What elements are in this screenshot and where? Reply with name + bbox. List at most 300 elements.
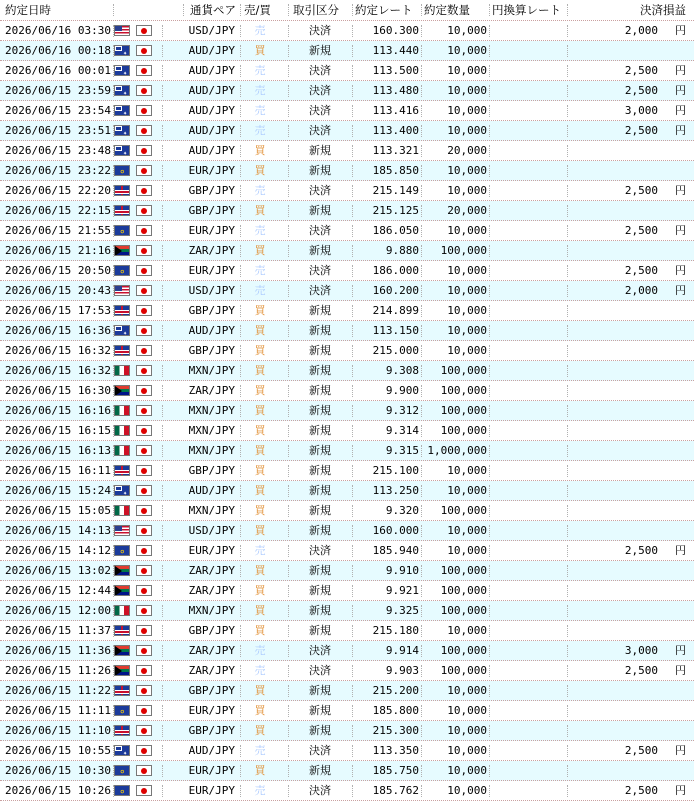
trade-side: 買 — [254, 764, 266, 777]
zar-flag-icon — [114, 565, 130, 576]
trade-datetime: 2026/06/15 22:20 — [5, 184, 111, 197]
column-divider — [162, 465, 163, 477]
table-row[interactable] — [0, 481, 694, 501]
settlement-pl: 2,500 — [624, 784, 658, 797]
trade-side: 買 — [254, 304, 266, 317]
yen-conversion-rate — [492, 641, 566, 661]
trade-datetime: 2026/06/15 11:36 — [5, 644, 111, 657]
currency-flags — [113, 621, 153, 641]
column-divider — [489, 645, 490, 657]
yen-unit — [675, 501, 691, 521]
currency-pair: ZAR/JPY — [188, 244, 235, 257]
table-row[interactable] — [0, 561, 694, 581]
column-divider — [489, 65, 490, 77]
currency-pair: MXN/JPY — [188, 444, 235, 457]
column-divider — [288, 685, 289, 697]
column-divider — [162, 525, 163, 537]
settlement-pl: 2,500 — [624, 84, 658, 97]
column-divider — [489, 25, 490, 37]
mxn-flag-icon — [114, 605, 130, 616]
execution-quantity: 10,000 — [447, 84, 487, 97]
yen-unit — [675, 201, 691, 221]
jpy-flag-icon — [136, 485, 152, 496]
column-divider — [162, 225, 163, 237]
currency-pair: AUD/JPY — [188, 484, 235, 497]
eur-flag-icon — [114, 785, 130, 796]
jpy-flag-icon — [136, 565, 152, 576]
table-row[interactable] — [0, 241, 694, 261]
jpy-flag-icon — [136, 385, 152, 396]
currency-flags — [113, 201, 153, 221]
currency-pair: GBP/JPY — [188, 464, 235, 477]
currency-pair: GBP/JPY — [188, 304, 235, 317]
table-row[interactable] — [0, 681, 694, 701]
jpy-flag-icon — [136, 185, 152, 196]
execution-quantity: 1,000,000 — [427, 444, 487, 457]
eur-flag-icon — [114, 265, 130, 276]
trade-side: 買 — [254, 384, 266, 397]
column-divider — [489, 165, 490, 177]
currency-flags — [113, 101, 153, 121]
trade-kind: 新規 — [309, 604, 331, 617]
table-row[interactable] — [0, 621, 694, 641]
column-divider — [288, 705, 289, 717]
column-divider — [162, 705, 163, 717]
table-row[interactable] — [0, 201, 694, 221]
jpy-flag-icon — [136, 105, 152, 116]
currency-pair: EUR/JPY — [188, 764, 235, 777]
gbp-flag-icon — [114, 625, 130, 636]
mxn-flag-icon — [114, 445, 130, 456]
execution-rate: 9.312 — [385, 404, 419, 417]
column-divider — [288, 65, 289, 77]
yen-unit — [675, 761, 691, 781]
settlement-pl — [568, 461, 658, 481]
jpy-flag-icon — [136, 725, 152, 736]
settlement-pl: 3,000 — [624, 104, 658, 117]
column-divider — [489, 505, 490, 517]
currency-flags — [113, 541, 153, 561]
execution-quantity: 10,000 — [447, 484, 487, 497]
column-divider — [162, 385, 163, 397]
header-datetime[interactable]: 約定日時 — [5, 3, 51, 17]
currency-pair: MXN/JPY — [188, 424, 235, 437]
trade-kind: 新規 — [309, 584, 331, 597]
execution-rate: 9.921 — [385, 584, 419, 597]
execution-quantity: 100,000 — [440, 424, 487, 437]
currency-pair: USD/JPY — [188, 524, 235, 537]
yen-conversion-rate — [492, 201, 566, 221]
trade-kind: 決済 — [309, 264, 331, 277]
execution-rate: 214.899 — [372, 304, 419, 317]
table-row[interactable] — [0, 401, 694, 421]
column-divider — [183, 4, 184, 16]
currency-flags — [113, 461, 153, 481]
table-row[interactable] — [0, 281, 694, 301]
table-row[interactable] — [0, 21, 694, 41]
currency-flags — [113, 641, 153, 661]
column-divider — [489, 405, 490, 417]
table-row[interactable] — [0, 121, 694, 141]
yen-conversion-rate — [492, 141, 566, 161]
trade-side: 買 — [254, 704, 266, 717]
column-divider — [288, 565, 289, 577]
column-divider — [489, 485, 490, 497]
mxn-flag-icon — [114, 405, 130, 416]
table-row[interactable] — [0, 601, 694, 621]
yen-unit — [675, 161, 691, 181]
column-divider — [288, 165, 289, 177]
yen-conversion-rate — [492, 81, 566, 101]
mxn-flag-icon — [114, 365, 130, 376]
column-divider — [288, 205, 289, 217]
table-row[interactable] — [0, 361, 694, 381]
gbp-flag-icon — [114, 725, 130, 736]
currency-flags — [113, 401, 153, 421]
execution-quantity: 20,000 — [447, 144, 487, 157]
trade-side: 売 — [254, 64, 266, 77]
execution-rate: 186.000 — [372, 264, 419, 277]
column-divider — [162, 545, 163, 557]
column-divider — [288, 445, 289, 457]
currency-pair: GBP/JPY — [188, 684, 235, 697]
settlement-pl — [568, 361, 658, 381]
yen-conversion-rate — [492, 181, 566, 201]
execution-rate: 215.300 — [372, 724, 419, 737]
jpy-flag-icon — [136, 205, 152, 216]
currency-flags — [113, 381, 153, 401]
yen-conversion-rate — [492, 241, 566, 261]
column-divider — [489, 465, 490, 477]
yen-conversion-rate — [492, 781, 566, 801]
settlement-pl — [568, 721, 658, 741]
settlement-pl: 2,500 — [624, 224, 658, 237]
aud-flag-icon — [114, 65, 130, 76]
trade-datetime: 2026/06/15 16:32 — [5, 344, 111, 357]
column-divider — [489, 705, 490, 717]
currency-flags — [113, 161, 153, 181]
jpy-flag-icon — [136, 245, 152, 256]
table-row[interactable] — [0, 721, 694, 741]
table-row[interactable] — [0, 641, 694, 661]
jpy-flag-icon — [136, 645, 152, 656]
column-divider — [288, 365, 289, 377]
table-row[interactable] — [0, 581, 694, 601]
column-divider — [162, 565, 163, 577]
execution-quantity: 10,000 — [447, 344, 487, 357]
trade-side: 買 — [254, 724, 266, 737]
yen-unit — [675, 581, 691, 601]
trade-side: 買 — [254, 44, 266, 57]
zar-flag-icon — [114, 585, 130, 596]
execution-quantity: 10,000 — [447, 44, 487, 57]
column-divider — [162, 285, 163, 297]
column-divider — [288, 125, 289, 137]
column-divider — [489, 145, 490, 157]
column-divider — [489, 725, 490, 737]
trade-kind: 新規 — [309, 404, 331, 417]
execution-quantity: 10,000 — [447, 184, 487, 197]
trade-datetime: 2026/06/15 10:55 — [5, 744, 111, 757]
execution-rate: 113.250 — [372, 484, 419, 497]
gbp-flag-icon — [114, 345, 130, 356]
table-row[interactable] — [0, 521, 694, 541]
yen-unit — [675, 421, 691, 441]
yen-unit — [675, 701, 691, 721]
trade-kind: 新規 — [309, 204, 331, 217]
jpy-flag-icon — [136, 605, 152, 616]
trade-datetime: 2026/06/15 17:53 — [5, 304, 111, 317]
column-divider — [162, 605, 163, 617]
currency-pair: ZAR/JPY — [188, 644, 235, 657]
yen-conversion-rate — [492, 501, 566, 521]
execution-quantity: 10,000 — [447, 304, 487, 317]
trade-datetime: 2026/06/15 10:26 — [5, 784, 111, 797]
table-row[interactable] — [0, 421, 694, 441]
execution-quantity: 100,000 — [440, 504, 487, 517]
trade-kind: 新規 — [309, 144, 331, 157]
header-rate[interactable]: 約定レート — [355, 3, 413, 17]
aud-flag-icon — [114, 145, 130, 156]
execution-rate: 186.050 — [372, 224, 419, 237]
execution-rate: 185.762 — [372, 784, 419, 797]
execution-rate: 185.850 — [372, 164, 419, 177]
header-conv-rate[interactable]: 円換算レート — [492, 3, 561, 17]
currency-pair: GBP/JPY — [188, 204, 235, 217]
settlement-pl — [568, 381, 658, 401]
yen-unit — [675, 361, 691, 381]
jpy-flag-icon — [136, 765, 152, 776]
column-divider — [489, 265, 490, 277]
trade-datetime: 2026/06/15 20:43 — [5, 284, 111, 297]
yen-unit — [675, 481, 691, 501]
aud-flag-icon — [114, 325, 130, 336]
column-divider — [489, 345, 490, 357]
currency-flags — [113, 81, 153, 101]
column-divider — [489, 625, 490, 637]
execution-rate: 215.149 — [372, 184, 419, 197]
table-row[interactable] — [0, 501, 694, 521]
trade-kind: 新規 — [309, 564, 331, 577]
yen-unit: 円 — [675, 184, 686, 197]
table-row[interactable] — [0, 321, 694, 341]
yen-unit — [675, 341, 691, 361]
currency-pair: AUD/JPY — [188, 744, 235, 757]
settlement-pl: 2,000 — [624, 284, 658, 297]
trade-kind: 新規 — [309, 484, 331, 497]
eur-flag-icon — [114, 545, 130, 556]
column-divider — [489, 185, 490, 197]
usd-flag-icon — [114, 25, 130, 36]
currency-pair: AUD/JPY — [188, 44, 235, 57]
trade-datetime: 2026/06/15 16:36 — [5, 324, 111, 337]
column-divider — [489, 585, 490, 597]
settlement-pl — [568, 441, 658, 461]
execution-rate: 215.125 — [372, 204, 419, 217]
yen-unit — [675, 721, 691, 741]
column-divider — [489, 425, 490, 437]
trade-side: 買 — [254, 624, 266, 637]
table-row[interactable] — [0, 541, 694, 561]
trade-side: 買 — [254, 564, 266, 577]
currency-flags — [113, 601, 153, 621]
usd-flag-icon — [114, 285, 130, 296]
table-row[interactable] — [0, 181, 694, 201]
yen-unit — [675, 561, 691, 581]
aud-flag-icon — [114, 105, 130, 116]
table-row[interactable] — [0, 61, 694, 81]
column-divider — [162, 445, 163, 457]
column-divider — [162, 325, 163, 337]
trade-side: 売 — [254, 544, 266, 557]
trade-datetime: 2026/06/15 16:16 — [5, 404, 111, 417]
column-divider — [288, 145, 289, 157]
gbp-flag-icon — [114, 685, 130, 696]
execution-rate: 160.000 — [372, 524, 419, 537]
trade-side: 買 — [254, 164, 266, 177]
table-row[interactable] — [0, 781, 694, 801]
trade-datetime: 2026/06/15 23:54 — [5, 104, 111, 117]
table-row[interactable] — [0, 461, 694, 481]
currency-pair: GBP/JPY — [188, 184, 235, 197]
trade-side: 買 — [254, 144, 266, 157]
jpy-flag-icon — [136, 225, 152, 236]
trade-datetime: 2026/06/15 14:13 — [5, 524, 111, 537]
table-row[interactable] — [0, 661, 694, 681]
currency-flags — [113, 441, 153, 461]
trade-kind: 新規 — [309, 164, 331, 177]
yen-unit: 円 — [675, 264, 686, 277]
table-row[interactable] — [0, 141, 694, 161]
currency-flags — [113, 681, 153, 701]
table-row[interactable] — [0, 381, 694, 401]
execution-quantity: 10,000 — [447, 464, 487, 477]
trade-datetime: 2026/06/15 23:59 — [5, 84, 111, 97]
trade-datetime: 2026/06/15 11:26 — [5, 664, 111, 677]
trade-side: 売 — [254, 744, 266, 757]
execution-rate: 113.500 — [372, 64, 419, 77]
column-divider — [489, 565, 490, 577]
jpy-flag-icon — [136, 165, 152, 176]
settlement-pl — [568, 481, 658, 501]
table-row[interactable] — [0, 701, 694, 721]
currency-pair: MXN/JPY — [188, 604, 235, 617]
trade-datetime: 2026/06/15 21:55 — [5, 224, 111, 237]
column-divider — [162, 125, 163, 137]
table-row[interactable] — [0, 741, 694, 761]
column-divider — [489, 605, 490, 617]
execution-rate: 113.321 — [372, 144, 419, 157]
trade-datetime: 2026/06/15 20:50 — [5, 264, 111, 277]
trade-kind: 新規 — [309, 624, 331, 637]
jpy-flag-icon — [136, 25, 152, 36]
trade-datetime: 2026/06/15 23:22 — [5, 164, 111, 177]
header-pl[interactable]: 決済損益 — [640, 3, 686, 17]
currency-pair: AUD/JPY — [188, 124, 235, 137]
execution-quantity: 100,000 — [440, 564, 487, 577]
currency-flags — [113, 221, 153, 241]
jpy-flag-icon — [136, 425, 152, 436]
table-row[interactable] — [0, 761, 694, 781]
trade-datetime: 2026/06/15 15:24 — [5, 484, 111, 497]
yen-conversion-rate — [492, 701, 566, 721]
currency-pair: ZAR/JPY — [188, 564, 235, 577]
yen-conversion-rate — [492, 741, 566, 761]
column-divider — [489, 205, 490, 217]
table-row[interactable] — [0, 441, 694, 461]
trade-kind: 決済 — [309, 24, 331, 37]
header-qty[interactable]: 約定数量 — [424, 3, 470, 17]
currency-flags — [113, 701, 153, 721]
eur-flag-icon — [114, 165, 130, 176]
settlement-pl: 2,500 — [624, 664, 658, 677]
table-row[interactable] — [0, 81, 694, 101]
trade-kind: 新規 — [309, 304, 331, 317]
trade-datetime: 2026/06/15 11:11 — [5, 704, 111, 717]
zar-flag-icon — [114, 245, 130, 256]
aud-flag-icon — [114, 85, 130, 96]
column-divider — [162, 185, 163, 197]
column-divider — [288, 105, 289, 117]
table-row[interactable] — [0, 341, 694, 361]
jpy-flag-icon — [136, 665, 152, 676]
jpy-flag-icon — [136, 125, 152, 136]
column-divider — [489, 85, 490, 97]
settlement-pl — [568, 161, 658, 181]
table-row[interactable] — [0, 261, 694, 281]
table-row[interactable] — [0, 101, 694, 121]
execution-quantity: 10,000 — [447, 704, 487, 717]
currency-pair: MXN/JPY — [188, 404, 235, 417]
table-row[interactable] — [0, 301, 694, 321]
currency-flags — [113, 421, 153, 441]
header-kind[interactable]: 取引区分 — [293, 3, 339, 17]
table-row[interactable] — [0, 161, 694, 181]
currency-flags — [113, 141, 153, 161]
aud-flag-icon — [114, 485, 130, 496]
settlement-pl — [568, 501, 658, 521]
header-pair[interactable]: 通貨ペア — [190, 3, 236, 17]
column-divider — [489, 765, 490, 777]
settlement-pl — [568, 41, 658, 61]
yen-unit — [675, 621, 691, 641]
yen-unit: 円 — [675, 544, 686, 557]
execution-quantity: 10,000 — [447, 764, 487, 777]
column-divider — [288, 345, 289, 357]
currency-pair: USD/JPY — [188, 284, 235, 297]
execution-rate: 113.350 — [372, 744, 419, 757]
execution-quantity: 100,000 — [440, 604, 487, 617]
table-row[interactable] — [0, 221, 694, 241]
yen-unit: 円 — [675, 84, 686, 97]
settlement-pl — [568, 141, 658, 161]
table-row[interactable] — [0, 41, 694, 61]
settlement-pl — [568, 681, 658, 701]
mxn-flag-icon — [114, 425, 130, 436]
gbp-flag-icon — [114, 465, 130, 476]
column-divider — [288, 645, 289, 657]
currency-pair: EUR/JPY — [188, 544, 235, 557]
header-side[interactable]: 売/買 — [244, 3, 271, 17]
yen-conversion-rate — [492, 161, 566, 181]
trade-side: 買 — [254, 324, 266, 337]
execution-quantity: 10,000 — [447, 64, 487, 77]
trade-datetime: 2026/06/15 23:51 — [5, 124, 111, 137]
currency-flags — [113, 301, 153, 321]
execution-rate: 113.400 — [372, 124, 419, 137]
yen-conversion-rate — [492, 401, 566, 421]
execution-quantity: 10,000 — [447, 264, 487, 277]
